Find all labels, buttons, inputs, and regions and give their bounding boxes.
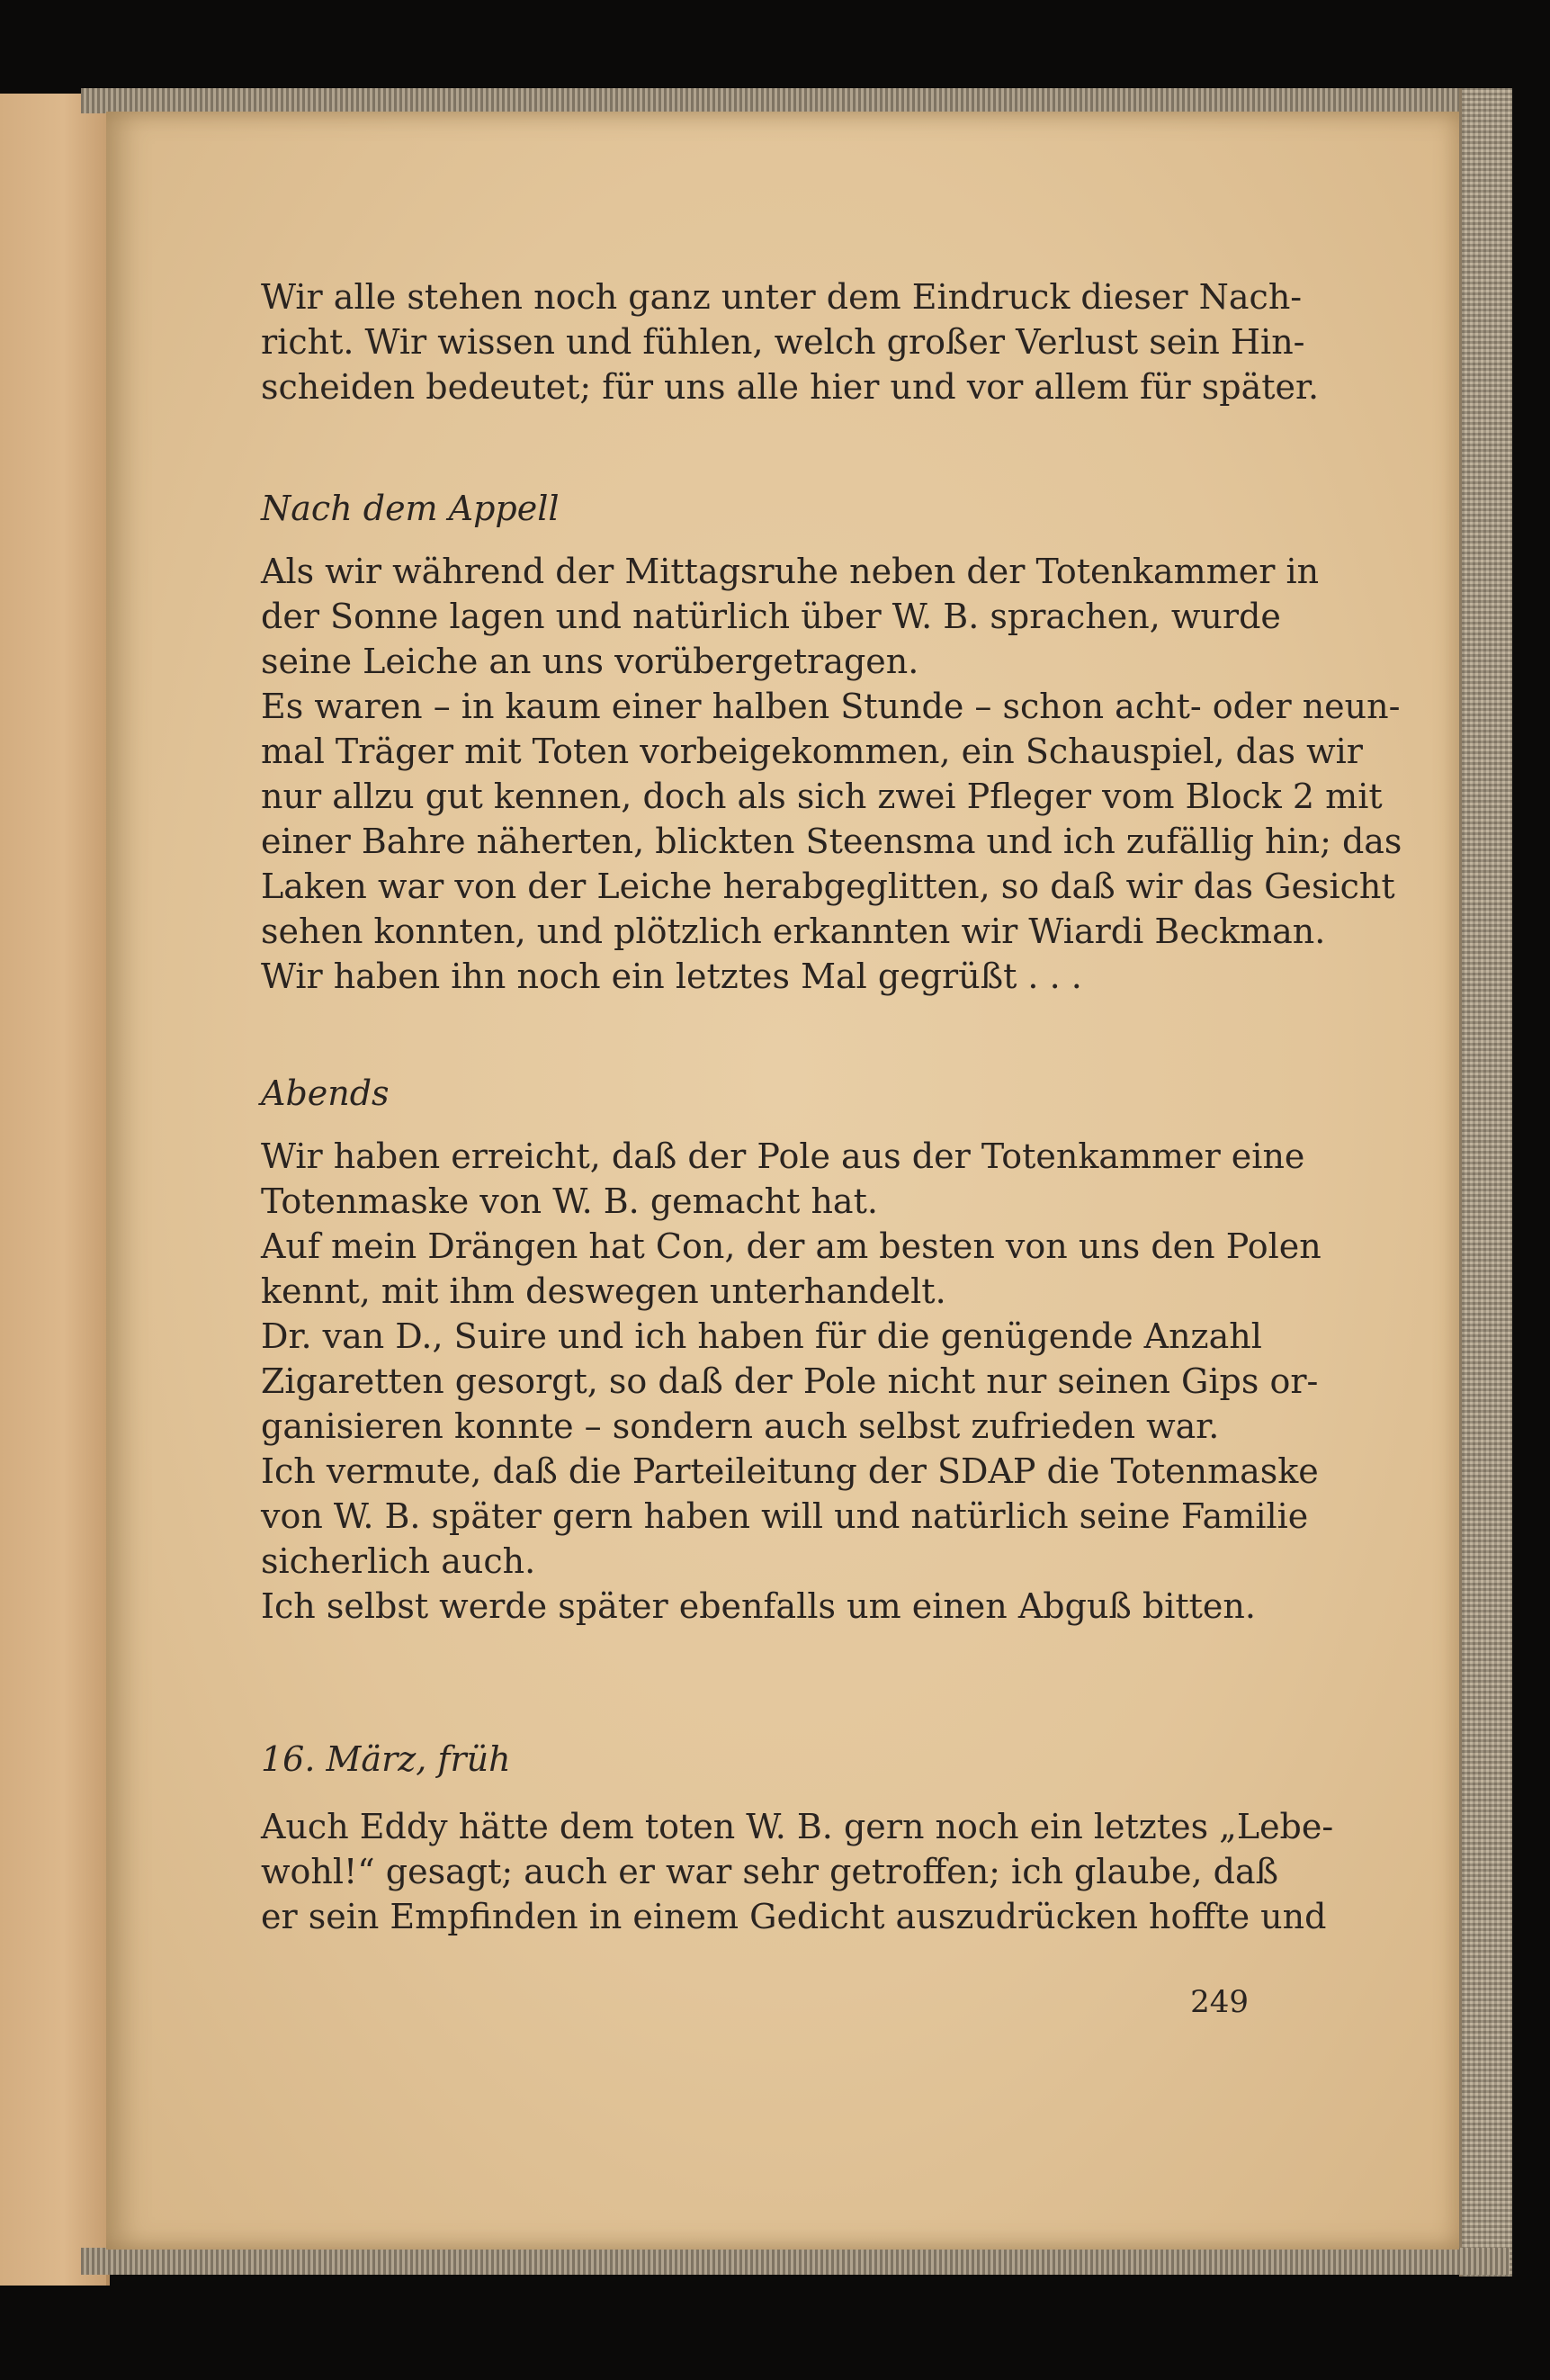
text-line: richt. Wir wissen und fühlen, welch großer Verlust sein Hin- (261, 322, 1305, 362)
text-line: einer Bahre näherten, blickten Steensma und ich zufällig hin; das (261, 822, 1402, 861)
book-cover-right-edge (1459, 88, 1512, 2277)
text-line: Dr. van D., Suire und ich haben für die genügende Anzahl (261, 1316, 1262, 1356)
book-cover-bottom-edge (81, 2248, 1510, 2275)
text-line: Laken war von der Leiche herabgeglitten, so daß wir das Gesicht (261, 867, 1395, 906)
text-line: Auf mein Drängen hat Con, der am besten von uns den Polen (261, 1226, 1322, 1266)
paragraph-4 (261, 1804, 1334, 1939)
text-line: der Sonne lagen und natürlich über W. B. sprachen, wurde (261, 597, 1281, 636)
text-line: Wir haben erreicht, daß der Pole aus der Totenkammer eine (261, 1136, 1305, 1176)
text-line: von W. B. später gern haben will und natürlich seine Familie (261, 1496, 1309, 1536)
text-line: Als wir während der Mittagsruhe neben der Totenkammer in (261, 552, 1320, 591)
text-line: wohl!“ gesagt; auch er war sehr getroffen; ich glaube, daß (261, 1852, 1278, 1891)
text-line: sicherlich auch. (261, 1541, 536, 1581)
text-line: Zigaretten gesorgt, so daß der Pole nicht nur seinen Gips or- (261, 1361, 1319, 1401)
text-line: nur allzu gut kennen, doch als sich zwei Pfleger vom Block 2 mit (261, 777, 1383, 816)
text-line: er sein Empfinden in einem Gedicht auszudrücken hoffte und (261, 1897, 1327, 1936)
text-line: Es waren – in kaum einer halben Stunde – schon acht- oder neun- (261, 687, 1401, 726)
section-heading-16-maerz: 16. März, früh (261, 1739, 511, 1779)
section-heading-abends: Abends (261, 1073, 390, 1113)
paragraph-3 (261, 1134, 1322, 1629)
paragraph-2 (261, 549, 1402, 999)
text-line: Auch Eddy hätte dem toten W. B. gern noch ein letztes „Lebe- (261, 1807, 1334, 1846)
paragraph-1 (261, 274, 1320, 409)
text-line: seine Leiche an uns vorübergetragen. (261, 642, 919, 681)
text-line: ganisieren konnte – sondern auch selbst zufrieden war. (261, 1406, 1220, 1446)
text-line: Totenmaske von W. B. gemacht hat. (261, 1181, 878, 1221)
page-number: 249 (1190, 1984, 1249, 2020)
previous-page-edge (0, 94, 110, 2286)
text-line: sehen konnten, und plötzlich erkannten wir Wiardi Beckman. (261, 912, 1326, 951)
text-line: Ich selbst werde später ebenfalls um einen Abguß bitten. (261, 1586, 1256, 1626)
text-line: scheiden bedeutet; für uns alle hier und vor allem für später. (261, 367, 1320, 407)
text-line: mal Träger mit Toten vorbeigekommen, ein Schauspiel, das wir (261, 732, 1363, 771)
text-line: Ich vermute, daß die Parteileitung der SDAP die Totenmaske (261, 1451, 1319, 1491)
text-line: Wir alle stehen noch ganz unter dem Eindruck dieser Nach- (261, 277, 1303, 317)
section-heading-nach-dem-appell: Nach dem Appell (261, 489, 560, 528)
text-line: Wir haben ihn noch ein letztes Mal gegrüßt . . . (261, 956, 1082, 996)
book-cover-top-edge (81, 88, 1510, 113)
text-line: kennt, mit ihm deswegen unterhandelt. (261, 1271, 946, 1311)
